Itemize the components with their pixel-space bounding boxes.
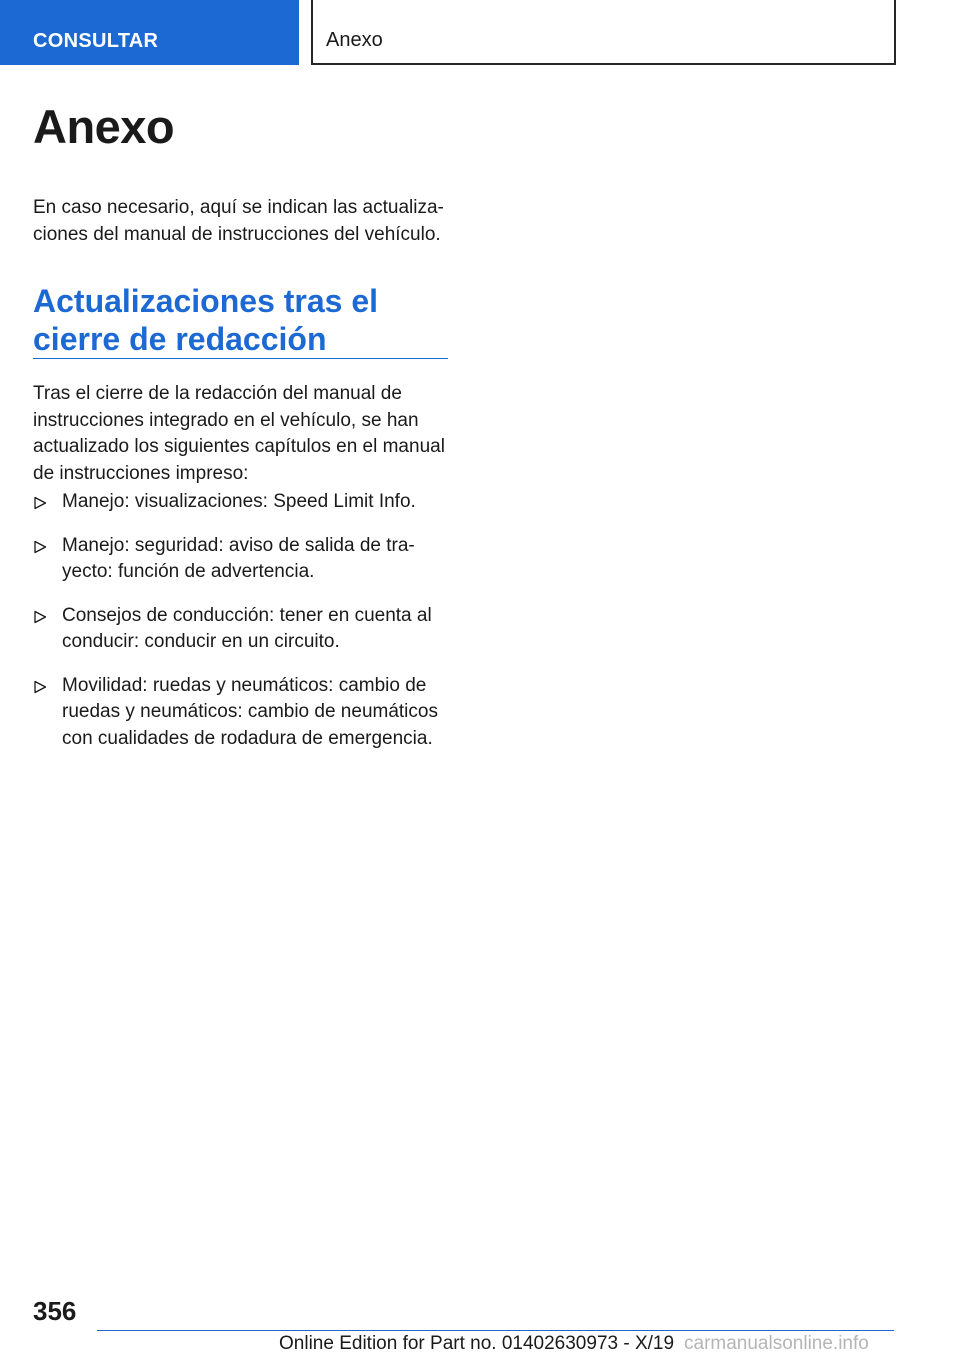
list-item (33, 673, 448, 753)
section-heading-line: Actualizaciones tras el (33, 283, 379, 319)
section-divider (33, 358, 448, 359)
list-item-line: Movilidad: ruedas y neumáticos: cambio de (62, 674, 427, 696)
paragraph-line: actualizado los siguientes capítulos en el manual (33, 436, 445, 457)
page-title: Anexo (33, 100, 175, 153)
list-item (33, 489, 448, 516)
triangle-right-outline-icon (33, 610, 47, 624)
section-tab (0, 0, 299, 65)
list-item-line: yecto: función de advertencia. (62, 561, 315, 582)
list-item-line: Consejos de conducción: tener en cuenta al (62, 604, 432, 626)
section-paragraph (33, 381, 448, 487)
triangle-right-outline-icon (33, 680, 47, 694)
section-heading-line: cierre de redacción (33, 321, 327, 357)
intro-line: En caso necesario, aquí se indican las actualiza- (33, 197, 444, 218)
paragraph-line: instrucciones integrado en el vehículo, se han (33, 409, 419, 431)
list-item-line: Manejo: visualizaciones: Speed Limit Info. (62, 491, 416, 512)
updated-chapters-list (33, 489, 448, 769)
triangle-right-outline-icon (33, 496, 47, 510)
footer-watermark: carmanualsonline.info (684, 1333, 869, 1354)
paragraph-line: de instrucciones impreso: (33, 462, 249, 484)
footer-edition-text: Online Edition for Part no. 01402630973 - X/19 (279, 1333, 675, 1354)
section-tab-label: CONSULTAR (33, 30, 159, 52)
footer-divider (97, 1330, 894, 1331)
page-number: 356 (33, 1296, 77, 1326)
section-heading (33, 282, 448, 358)
list-item-line: Manejo: seguridad: aviso de salida de tra- (62, 534, 415, 556)
list-item (33, 603, 448, 656)
list-item-line: con cualidades de rodadura de emergencia. (62, 727, 433, 749)
triangle-right-outline-icon (33, 540, 47, 554)
list-item-line: conducir: conducir en un circuito. (62, 631, 340, 652)
intro-line: ciones del manual de instrucciones del vehículo. (33, 224, 441, 245)
chapter-header-label: Anexo (326, 29, 383, 51)
intro-paragraph (33, 194, 448, 248)
paragraph-line: Tras el cierre de la redacción del manual de (33, 383, 402, 404)
chapter-header (311, 0, 896, 65)
list-item-line: ruedas y neumáticos: cambio de neumáticos (62, 701, 438, 722)
list-item (33, 533, 448, 586)
